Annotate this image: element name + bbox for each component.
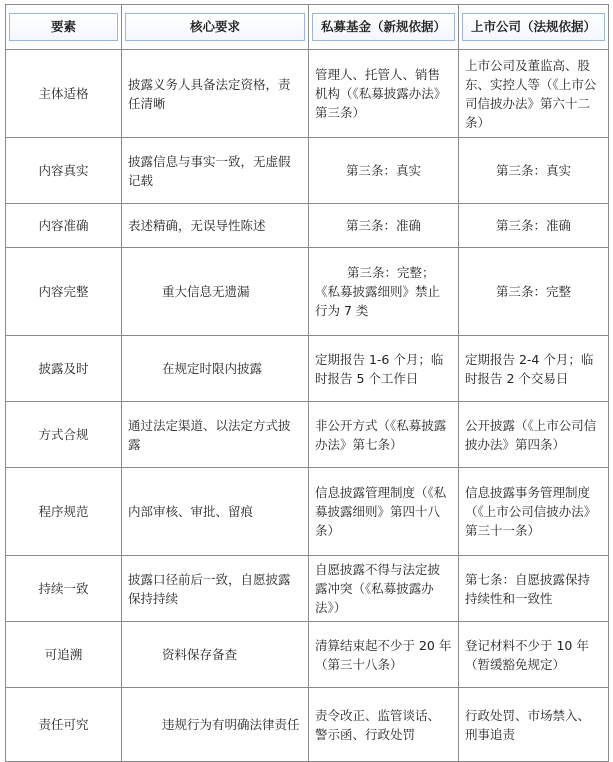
cell-private-fund: 信息披露管理制度（《私募披露细则》第四十八条） bbox=[309, 468, 459, 556]
cell-listed-company: 定期报告 2-4 个月；临时报告 2 个交易日 bbox=[459, 336, 609, 402]
cell-core: 重大信息无遗漏 bbox=[122, 248, 309, 336]
cell-core: 违规行为有明确法律责任 bbox=[122, 688, 309, 762]
disclosure-comparison-table bbox=[5, 4, 609, 762]
header-listed-company: 上市公司（法规依据） bbox=[459, 5, 609, 50]
header-element: 要素 bbox=[6, 5, 122, 50]
header-core-requirement: 核心要求 bbox=[122, 5, 309, 50]
cell-core: 表述精确，无误导性陈述 bbox=[122, 204, 309, 248]
cell-element: 披露及时 bbox=[6, 336, 122, 402]
cell-private-fund: 第三条：真实 bbox=[309, 138, 459, 204]
cell-core: 披露信息与事实一致，无虚假记载 bbox=[122, 138, 309, 204]
cell-element: 主体适格 bbox=[6, 50, 122, 138]
cell-listed-company: 第三条：完整 bbox=[459, 248, 609, 336]
cell-core: 在规定时限内披露 bbox=[122, 336, 309, 402]
cell-core: 披露口径前后一致，自愿披露保持持续 bbox=[122, 556, 309, 622]
cell-element: 方式合规 bbox=[6, 402, 122, 468]
cell-core: 披露义务人具备法定资格，责任清晰 bbox=[122, 50, 309, 138]
cell-listed-company: 信息披露事务管理制度（《上市公司信披办法》第三十一条） bbox=[459, 468, 609, 556]
table-row bbox=[6, 688, 609, 762]
cell-listed-company: 行政处罚、市场禁入、刑事追责 bbox=[459, 688, 609, 762]
table-row bbox=[6, 50, 609, 138]
table-row bbox=[6, 402, 609, 468]
cell-private-fund: 清算结束起不少于 20 年（第三十八条） bbox=[309, 622, 459, 688]
cell-element: 持续一致 bbox=[6, 556, 122, 622]
cell-private-fund: 非公开方式（《私募披露办法》第七条） bbox=[309, 402, 459, 468]
table-row bbox=[6, 468, 609, 556]
cell-core: 通过法定渠道、以法定方式披露 bbox=[122, 402, 309, 468]
table-row bbox=[6, 204, 609, 248]
cell-private-fund: 第三条：准确 bbox=[309, 204, 459, 248]
cell-private-fund: 定期报告 1-6 个月；临时报告 5 个工作日 bbox=[309, 336, 459, 402]
cell-listed-company: 第七条：自愿披露保持持续性和一致性 bbox=[459, 556, 609, 622]
cell-listed-company: 上市公司及董监高、股东、实控人等（《上市公司信披办法》第六十二条） bbox=[459, 50, 609, 138]
table-row bbox=[6, 248, 609, 336]
cell-listed-company: 第三条：准确 bbox=[459, 204, 609, 248]
header-private-fund: 私募基金（新规依据） bbox=[309, 5, 459, 50]
table-row bbox=[6, 556, 609, 622]
cell-element: 内容准确 bbox=[6, 204, 122, 248]
table-header-row bbox=[6, 5, 609, 50]
cell-listed-company: 登记材料不少于 10 年（暂缓豁免规定） bbox=[459, 622, 609, 688]
cell-element: 内容真实 bbox=[6, 138, 122, 204]
cell-core: 内部审核、审批、留痕 bbox=[122, 468, 309, 556]
table-row bbox=[6, 138, 609, 204]
cell-private-fund: 自愿披露不得与法定披露冲突（《私募披露办法》） bbox=[309, 556, 459, 622]
table-row bbox=[6, 622, 609, 688]
cell-core: 资料保存备查 bbox=[122, 622, 309, 688]
cell-element: 程序规范 bbox=[6, 468, 122, 556]
cell-listed-company: 第三条：真实 bbox=[459, 138, 609, 204]
cell-element: 内容完整 bbox=[6, 248, 122, 336]
cell-private-fund: 第三条：完整；《私募披露细则》禁止行为 7 类 bbox=[309, 248, 459, 336]
cell-private-fund: 管理人、托管人、销售机构（《私募披露办法》第三条） bbox=[309, 50, 459, 138]
cell-listed-company: 公开披露（《上市公司信披办法》第四条） bbox=[459, 402, 609, 468]
table-row bbox=[6, 336, 609, 402]
cell-private-fund: 责令改正、监管谈话、警示函、行政处罚 bbox=[309, 688, 459, 762]
cell-element: 责任可究 bbox=[6, 688, 122, 762]
cell-element: 可追溯 bbox=[6, 622, 122, 688]
